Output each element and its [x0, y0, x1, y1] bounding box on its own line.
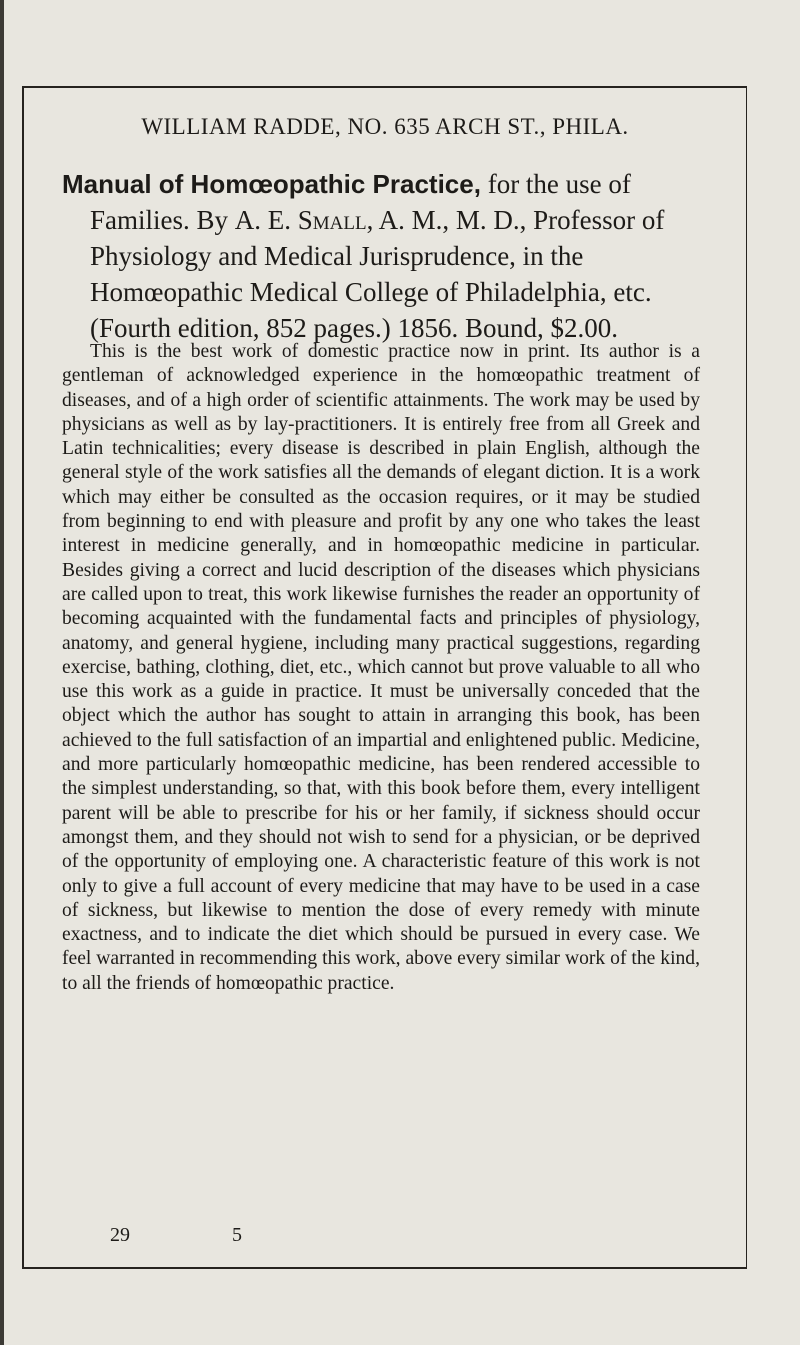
- page-edge-strip: [0, 0, 4, 1345]
- entry-details: , A. M., M. D., Professor of Physiology and Medical Jurisprudence, in the Homœopathic Medical College of Philadelphia, etc. (Fourth edition, 852 pages.) 1856. Bound, $2.00.: [90, 205, 665, 343]
- signature-mark-right: 5: [232, 1224, 242, 1246]
- running-header: WILLIAM RADDE, NO. 635 ARCH ST., PHILA.: [141, 114, 629, 139]
- entry-intro: for the use of Families. By: [90, 169, 631, 235]
- entry-heading: [62, 166, 730, 346]
- entry-description: This is the best work of domestic practice now in print. Its author is a gentleman of acknowledged experience in the homœopathic treatment of diseases, and of a high order of scientific attainments. The work may be used by physicians as well as by lay-practitioners. It is entirely free from all Greek and Latin technicalities; every disease is described in plain English, although the general style of the work satisfies all the demands of elegant diction. It is a work which may either be consulted as the occasion requires, or it may be studied from beginning to end with pleasure and profit by any one who takes the least interest in medicine generally, and in homœopathic medicine in particular. Besides giving a correct and lucid description of the diseases which physicians are called upon to treat, this work likewise furnishes the reader an opportunity of becoming acquainted with the fundamental facts and principles of physiology, anatomy, and general hygiene, including many practical suggestions, regarding exercise, bathing, clothing, diet, etc., which cannot but prove valuable to all who use this work as a guide in practice. It must be universally conceded that the object which the author has sought to attain in arranging this book, has been achieved to the full satisfaction of an impartial and enlightened public. Medicine, and more particularly homœopathic medicine, has been rendered accessible to the simplest understanding, so that, with this book before them, every intelligent parent will be able to prescribe for his or her family, if sickness should occur amongst them, and they should not wish to send for a physician, or be deprived of the opportunity of employing one. A characteristic feature of this work is not only to give a full account of every medicine that may have to be used in a case of sickness, but likewise to mention the dose of every remedy with minute exactness, and to indicate the diet which should be pursued in every case. We feel warranted in recommending this work, above every similar work of the kind, to all the friends of homœopathic practice.: [62, 341, 700, 994]
- author-name: A. E. Small: [234, 205, 367, 235]
- printer-signature-marks: [24, 1224, 746, 1250]
- book-title: Manual of Homœopathic Practice,: [62, 169, 481, 199]
- signature-mark-left: 29: [110, 1224, 130, 1246]
- page-frame: [22, 86, 747, 1269]
